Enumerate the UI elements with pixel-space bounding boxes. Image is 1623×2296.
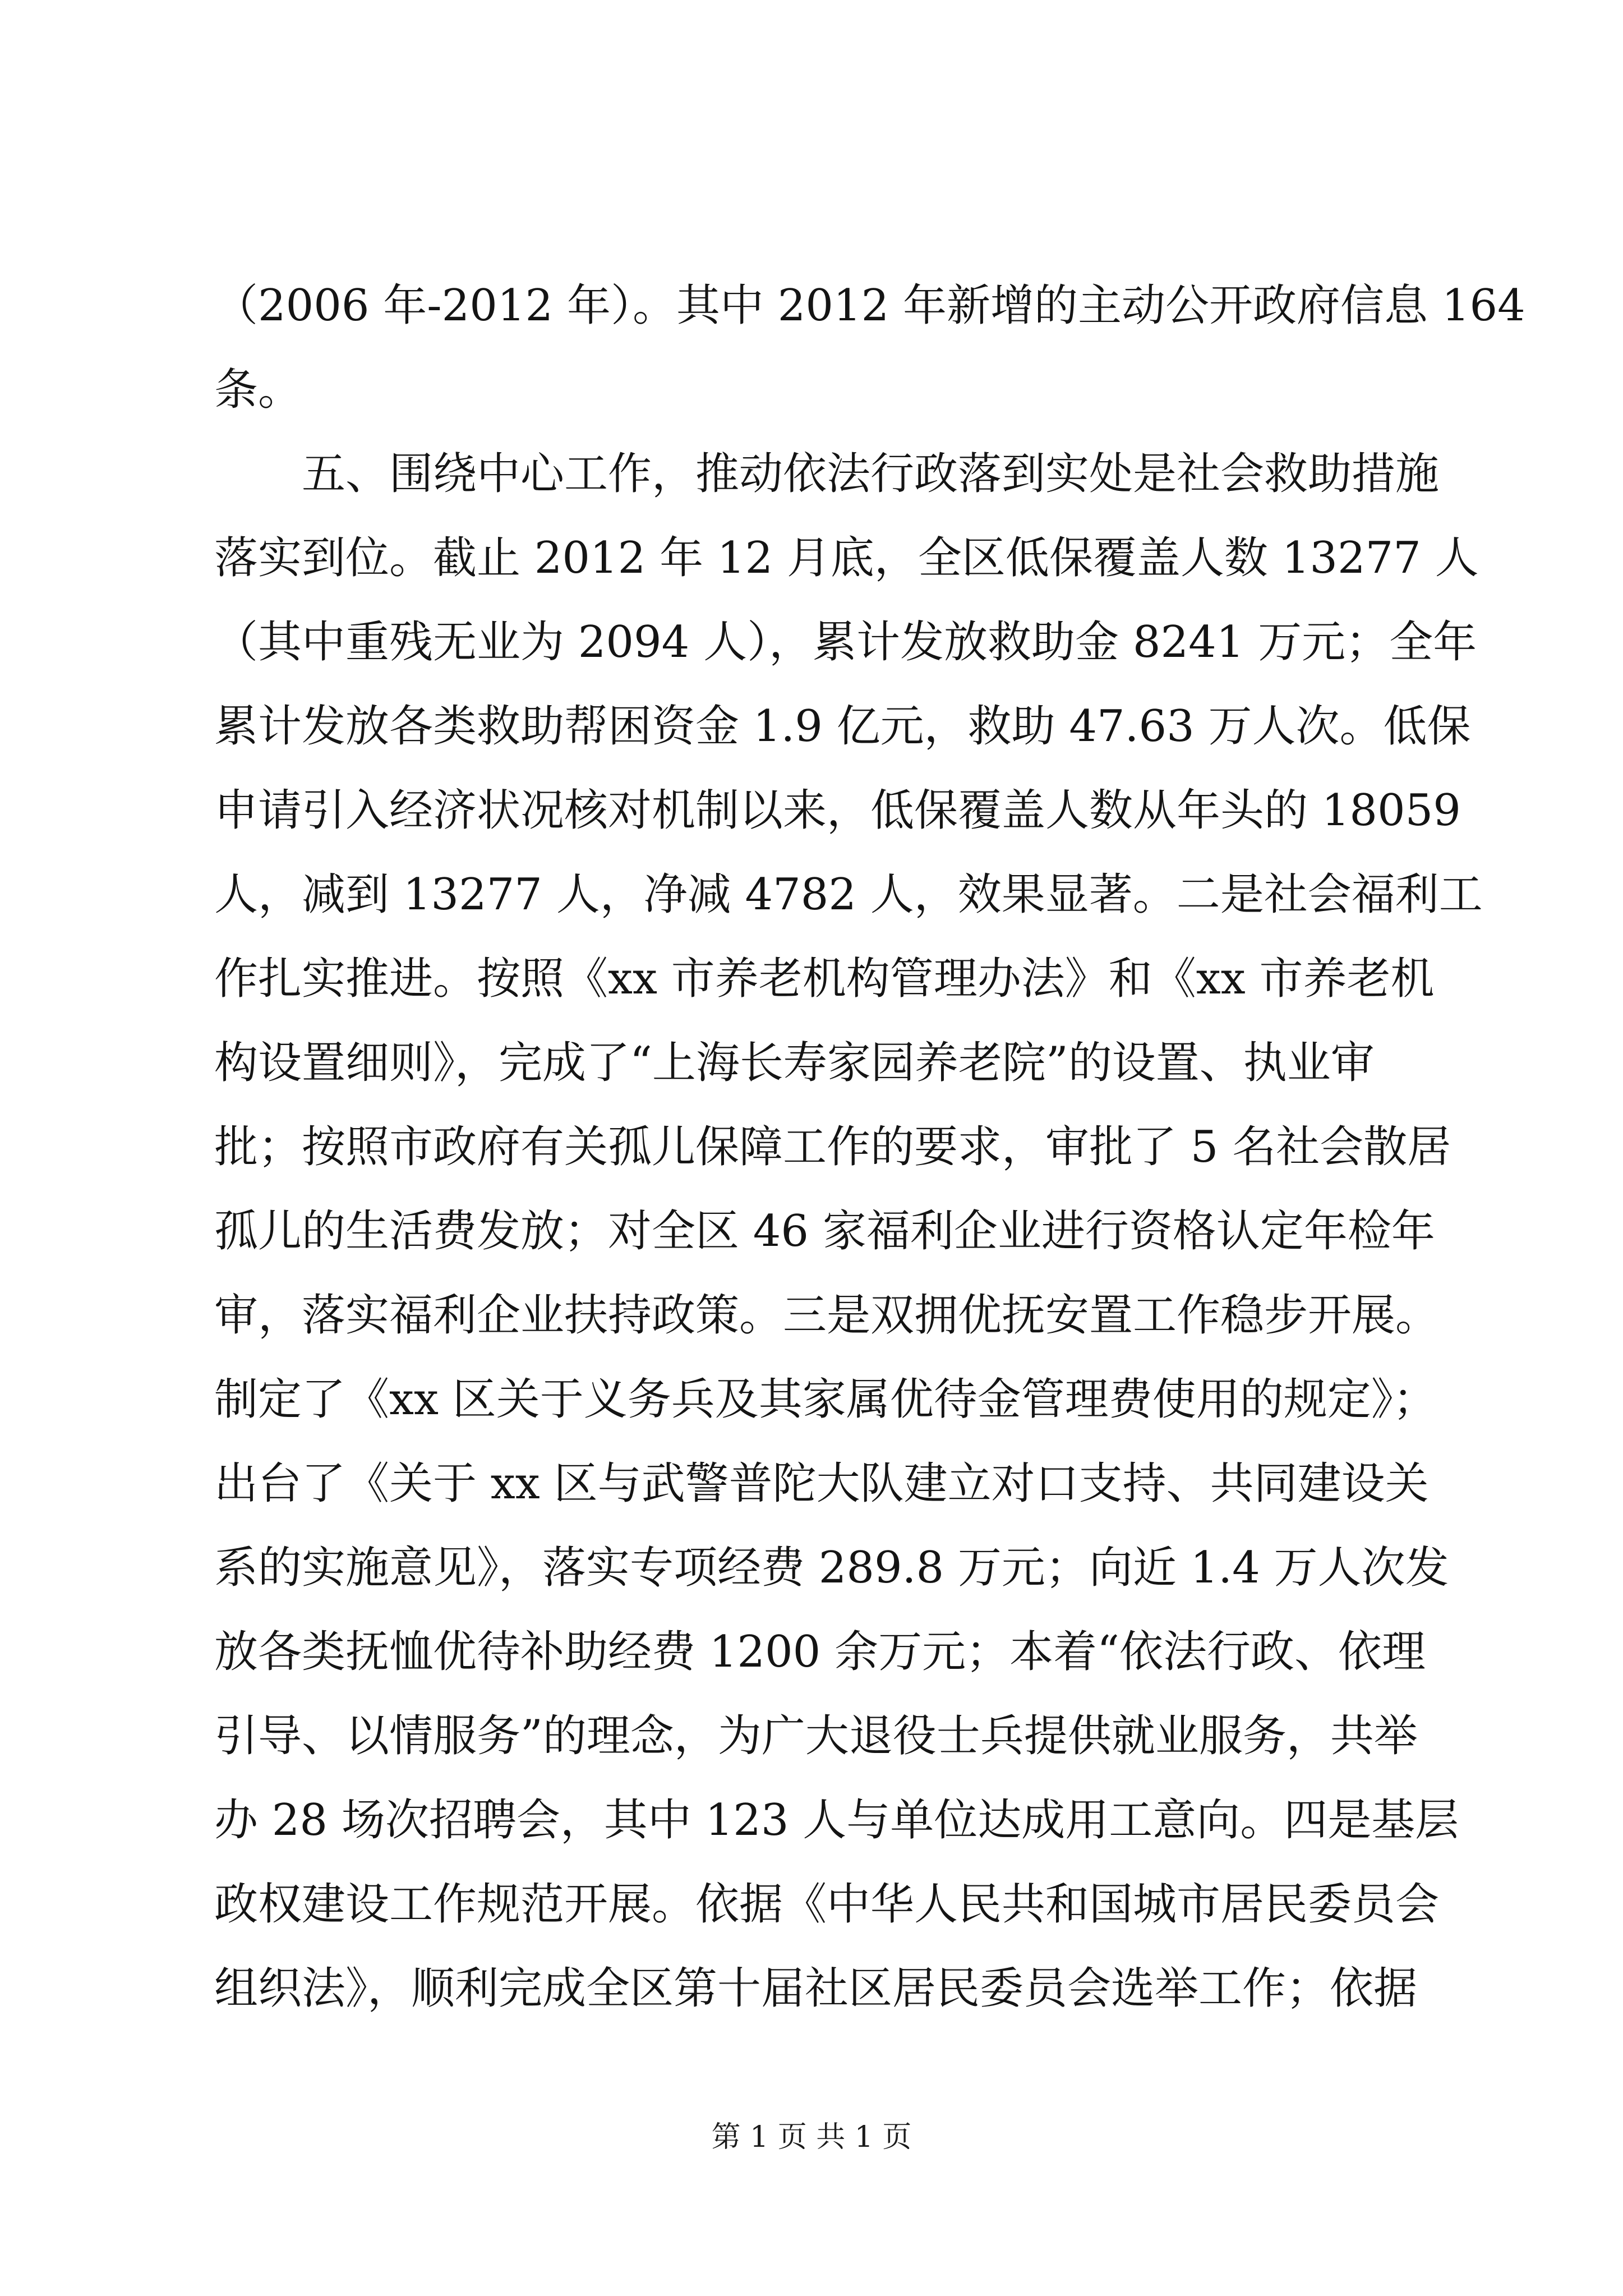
text-line: 出台了《关于 xx 区与武警普陀大队建立对口支持、共同建设关: [214, 1458, 1429, 1509]
text-line: 审，落实福利企业扶持政策。三是双拥优抚安置工作稳步开展。: [214, 1290, 1440, 1341]
text-line: 落实到位。截止 2012 年 12 月底，全区低保覆盖人数 13277 人: [214, 533, 1479, 583]
text-line: 累计发放各类救助帮困资金 1.9 亿元，救助 47.63 万人次。低保: [214, 701, 1471, 752]
text-line: 申请引入经济状况核对机制以来，低保覆盖人数从年头的 18059: [214, 785, 1461, 836]
section-heading-line: 五、围绕中心工作，推动依法行政落到实处是社会救助措施: [302, 449, 1440, 499]
text-line: 条。: [214, 365, 302, 415]
text-line: （2006 年-2012 年）。其中 2012 年新增的主动公开政府信息 164: [214, 280, 1525, 331]
text-line: 组织法》，顺利完成全区第十届社区居民委员会选举工作；依据: [214, 1963, 1418, 2014]
body-text: [214, 264, 1525, 2031]
text-line: 人，减到 13277 人，净减 4782 人，效果显著。二是社会福利工: [214, 869, 1483, 920]
text-line: 放各类抚恤优待补助经费 1200 余万元；本着“依法行政、依理: [214, 1627, 1426, 1677]
text-line: （其中重残无业为 2094 人），累计发放救助金 8241 万元；全年: [214, 617, 1477, 668]
text-line: 作扎实推进。按照《xx 市养老机构管理办法》和《xx 市养老机: [214, 954, 1435, 1004]
text-line: 构设置细则》，完成了“上海长寿家园养老院”的设置、执业审: [214, 1038, 1375, 1088]
text-line: 孤儿的生活费发放；对全区 46 家福利企业进行资格认定年检年: [214, 1206, 1435, 1257]
page-footer: [0, 2115, 1623, 2160]
text-line: 系的实施意见》，落实专项经费 289.8 万元；向近 1.4 万人次发: [214, 1543, 1449, 1593]
page-number-label: 第 1 页 共 1 页: [711, 2120, 912, 2154]
text-line: 批；按照市政府有关孤儿保障工作的要求，审批了 5 名社会散居: [214, 1122, 1451, 1172]
text-line: 引导、以情服务”的理念，为广大退役士兵提供就业服务，共举: [214, 1711, 1418, 1761]
text-line: 制定了《xx 区关于义务兵及其家属优待金管理费使用的规定》；: [214, 1374, 1437, 1425]
text-line: 办 28 场次招聘会，其中 123 人与单位达成用工意向。四是基层: [214, 1795, 1459, 1846]
text-line: 政权建设工作规范开展。依据《中华人民共和国城市居民委员会: [214, 1879, 1440, 1930]
